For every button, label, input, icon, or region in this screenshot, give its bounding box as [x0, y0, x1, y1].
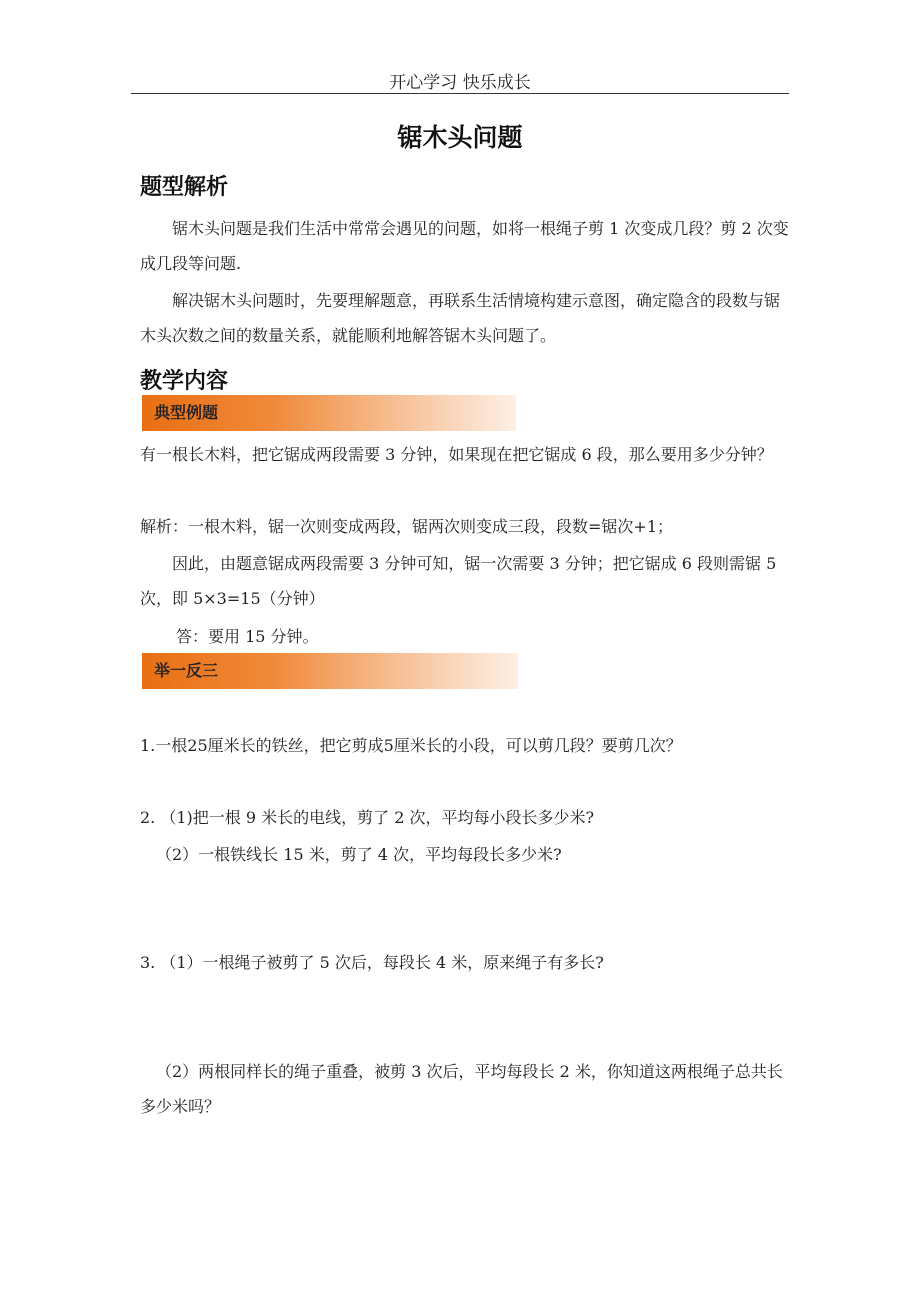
practice-question-3b: （2）两根同样长的绳子重叠，被剪 3 次后，平均每段长 2 米，你知道这两根绳子总共长多少米吗？: [140, 1062, 783, 1116]
analysis-paragraph-1: 锯木头问题是我们生活中常常会遇见的问题，如将一根绳子剪 1 次变成几段？剪 2 次变成几段等问题.: [140, 219, 789, 273]
practice-question-1: 1.一根25厘米长的铁丝，把它剪成5厘米长的小段，可以剪几段？要剪几次？: [140, 736, 682, 755]
solution-line-2: 因此，由题意锯成两段需要 3 分钟可知，锯一次需要 3 分钟；把它锯成 6 段则需锯 5 次，即 5×3=15（分钟）: [140, 554, 777, 608]
practice-question-2a: 2. （1)把一根 9 米长的电线，剪了 2 次，平均每小段长多少米?: [140, 808, 595, 827]
section-heading-teaching: 教学内容: [140, 369, 229, 394]
section-heading-analysis: 题型解析: [140, 175, 229, 200]
practice-banner: 举一反三: [142, 653, 518, 689]
document-title: 锯木头问题: [397, 123, 523, 152]
analysis-paragraph-2: 解决锯木头问题时，先要理解题意，再联系生活情境构建示意图，确定隐含的段数与锯木头次数之间的数量关系，就能顺利地解答锯木头问题了。: [140, 291, 781, 345]
practice-question-2b: （2）一根铁线长 15 米，剪了 4 次，平均每段长多少米?: [156, 845, 562, 864]
practice-question-3a: 3. （1）一根绳子被剪了 5 次后，每段长 4 米，原来绳子有多长?: [140, 953, 604, 972]
example-question: 有一根长木料，把它锯成两段需要 3 分钟，如果现在把它锯成 6 段，那么要用多少分钟？: [140, 445, 773, 464]
example-answer: 答：要用 15 分钟。: [176, 627, 319, 646]
example-banner: 典型例题: [142, 395, 516, 431]
header-divider: [131, 93, 789, 94]
solution-line-1: 解析：一根木料，锯一次则变成两段，锯两次则变成三段，段数=锯次+1；: [140, 517, 673, 536]
page-header: 开心学习 快乐成长: [389, 73, 531, 93]
